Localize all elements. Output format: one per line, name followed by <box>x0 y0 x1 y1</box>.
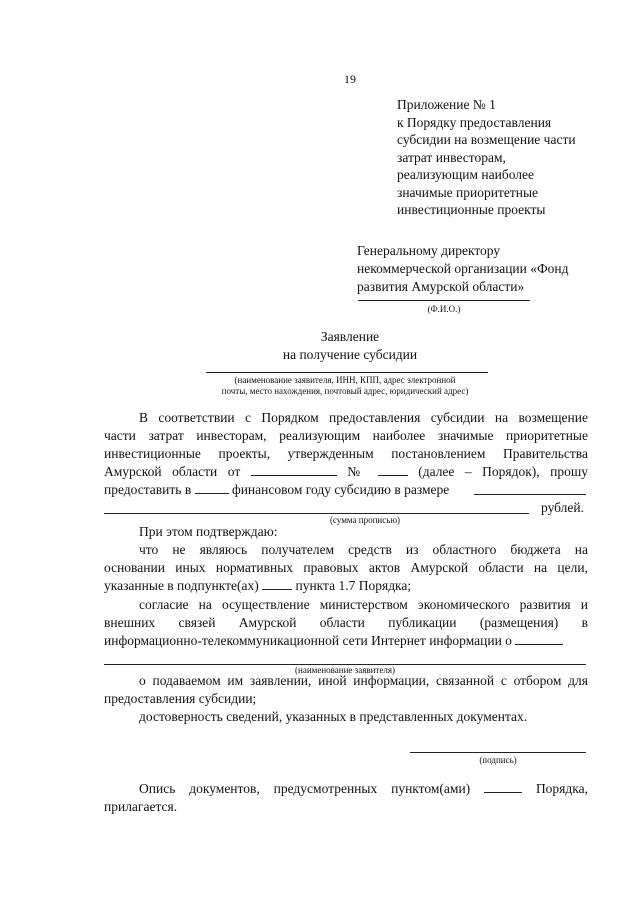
confirm-line-info <box>104 633 563 649</box>
paragraph-text: финансовом году субсидию в размере <box>231 482 450 497</box>
confirm-text: указанные в подпункте(ах) <box>104 578 259 593</box>
confirm-line-subpoint <box>104 578 411 594</box>
addressee-block <box>357 242 569 296</box>
closing-text: Порядка, <box>535 781 588 796</box>
items-blank[interactable] <box>484 781 522 793</box>
document-title <box>0 328 640 364</box>
applicant-caption-line-2: почты, место нахождения, почтовый адрес, юридический адрес) <box>221 386 469 396</box>
confirm-line: согласие на осуществление министерством экономического развития и <box>139 597 588 612</box>
signature-blank[interactable] <box>410 752 586 753</box>
closing-line: прилагается. <box>104 799 178 814</box>
appendix-line: Приложение № 1 <box>397 97 496 112</box>
confirm-text: информационно-телекоммуникационной сети Интернет информации о <box>104 633 512 648</box>
paragraph-text: предоставить в <box>104 482 192 497</box>
date-blank[interactable] <box>251 464 337 476</box>
applicant-blank-line <box>206 372 488 373</box>
page-number: 19 <box>344 72 356 86</box>
paragraph-text: № <box>347 464 368 479</box>
paragraph-line: В соответствии с Порядком предоставления субсидии на возмещение <box>139 410 588 425</box>
appendix-line: субсидии на возмещение части <box>397 132 576 147</box>
sum-caption: (сумма прописью) <box>329 515 401 525</box>
closing-line <box>139 781 588 797</box>
addressee-line: некоммерческой организации «Фонд <box>357 261 569 276</box>
fio-blank-line <box>358 300 530 301</box>
paragraph-line-year <box>104 482 449 498</box>
paragraph-text: (далее – Порядок), прошу <box>418 464 589 479</box>
paragraph-text: Амурской области от <box>104 464 241 479</box>
applicant-caption <box>150 375 540 397</box>
confirm-line: предоставления субсидии; <box>104 691 257 706</box>
confirm-line: достоверность сведений, указанных в представленных документах. <box>139 709 528 724</box>
applicant-caption-line-1: (наименование заявителя, ИНН, КПП, адрес электронной <box>234 375 456 385</box>
confirm-text: пункта 1.7 Порядка; <box>295 578 412 593</box>
paragraph-line-date <box>104 464 588 480</box>
paragraph-line: инвестиционные проекты, утвержденным постановлением Правительства <box>104 446 588 461</box>
appendix-line: затрат инвесторам, <box>397 149 506 165</box>
confirm-line: внешних связей Амурской области публикации (размещения) в <box>104 615 588 630</box>
appendix-line: реализующим наиболее <box>397 167 535 182</box>
title-line-1: Заявление <box>320 329 380 344</box>
closing-text: Опись документов, предусмотренных пунктом(ами) <box>139 781 471 796</box>
title-line-2: на получение субсидии <box>282 347 418 362</box>
addressee-line: Генеральному директору <box>357 243 501 258</box>
confirm-line: что не являюсь получателем средств из областного бюджета на <box>139 542 588 557</box>
number-blank[interactable] <box>378 464 408 476</box>
subpoint-blank[interactable] <box>262 578 292 590</box>
year-blank[interactable] <box>195 482 229 494</box>
confirm-intro: При этом подтверждаю: <box>139 524 278 539</box>
fio-caption: (Ф.И.О.) <box>427 304 461 314</box>
amount-blank[interactable] <box>474 494 586 495</box>
signature-caption: (подпись) <box>479 755 517 765</box>
amount-words-blank[interactable] <box>104 513 529 514</box>
addressee-line: развития Амурской области» <box>357 279 525 294</box>
appendix-line: к Порядку предоставления <box>397 114 552 130</box>
appendix-line: значимые приоритетные <box>397 184 539 200</box>
appendix-block <box>397 96 576 219</box>
paragraph-line: части затрат инвесторам, реализующим наиболее значимые приоритетные <box>104 428 588 443</box>
confirm-line: о подаваемом им заявлении, иной информации, связанной с отбором для <box>139 673 588 688</box>
confirm-line: основании иных нормативных правовых актов Амурской области на цели, <box>104 560 588 575</box>
info-blank[interactable] <box>515 633 563 645</box>
applicant-name-caption: (наименование заявителя) <box>295 665 395 675</box>
appendix-line: инвестиционные проекты <box>397 202 546 217</box>
rubles-label: рублей. <box>541 500 585 515</box>
